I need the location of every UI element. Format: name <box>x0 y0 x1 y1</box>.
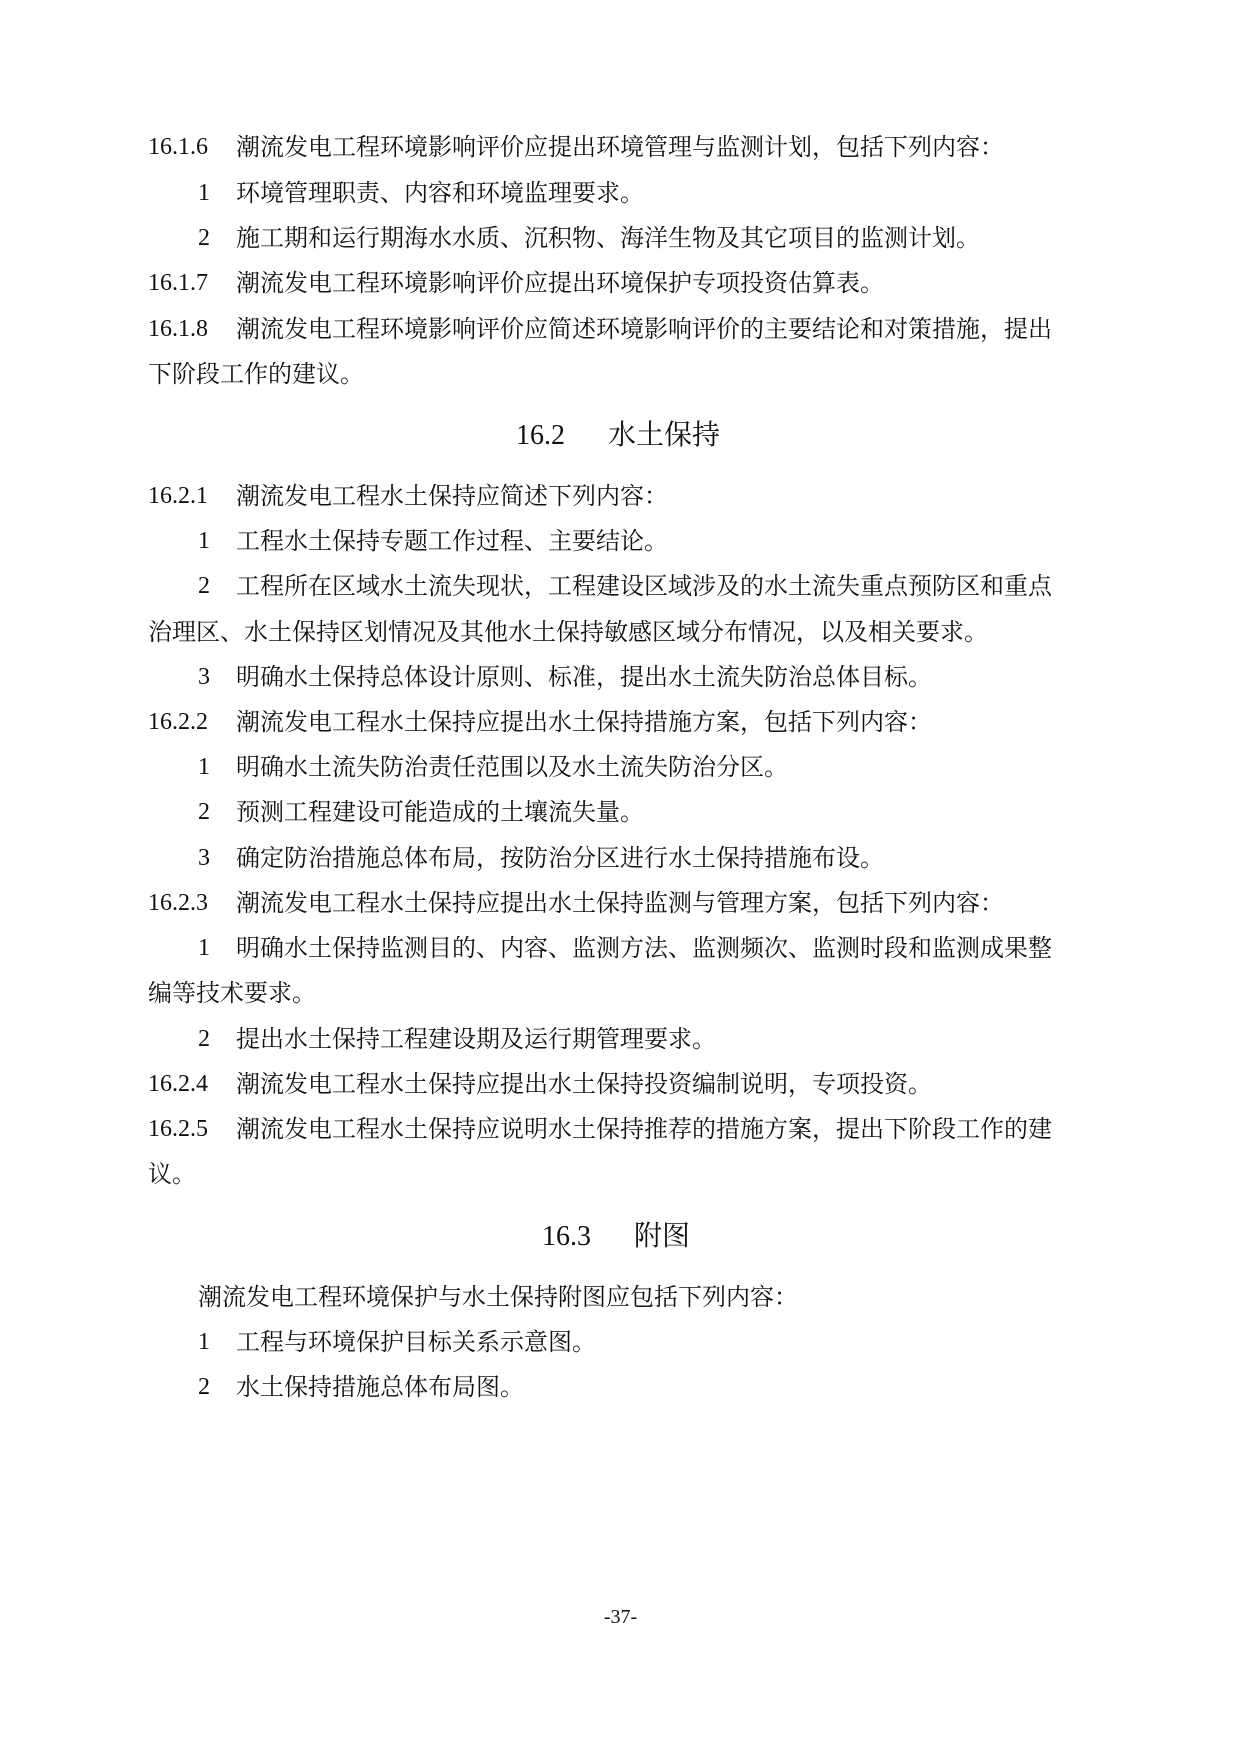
page-number: -37- <box>603 1606 638 1628</box>
item-text: 施工期和运行期海水水质、沉积物、海洋生物及其它项目的监测计划。 <box>236 224 980 252</box>
item-number: 2 <box>198 225 210 251</box>
clause-number: 16.1.6 <box>148 134 208 160</box>
item-number: 2 <box>198 573 210 599</box>
clause-number: 16.2.5 <box>148 1116 208 1142</box>
item-number: 2 <box>198 1026 210 1052</box>
clause-number: 16.2.3 <box>148 890 208 916</box>
item-text-continuation: 编等技术要求。 <box>148 979 316 1007</box>
section-heading-16-2 <box>516 417 720 454</box>
item-number: 1 <box>198 528 210 554</box>
item-number: 1 <box>198 935 210 961</box>
item-number: 1 <box>198 1329 210 1355</box>
section-number: 16.2 <box>516 420 565 451</box>
item-text: 明确水土保持总体设计原则、标准，提出水土流失防治总体目标。 <box>236 663 932 691</box>
section-title: 附图 <box>634 1219 691 1252</box>
clause-text: 潮流发电工程水土保持应提出水土保持投资编制说明，专项投资。 <box>236 1070 932 1098</box>
clause-number: 16.2.4 <box>148 1071 208 1097</box>
item-number: 3 <box>198 664 210 690</box>
item-text: 明确水土流失防治责任范围以及水土流失防治分区。 <box>236 753 788 781</box>
clause-text: 潮流发电工程环境影响评价应提出环境管理与监测计划，包括下列内容： <box>236 133 1004 161</box>
item-text: 明确水土保持监测目的、内容、监测方法、监测频次、监测时段和监测成果整 <box>236 934 1052 962</box>
section-title: 水土保持 <box>608 418 721 451</box>
clause-text: 潮流发电工程水土保持应提出水土保持措施方案，包括下列内容： <box>236 708 932 736</box>
item-text: 工程与环境保护目标关系示意图。 <box>236 1328 596 1356</box>
clause-text: 潮流发电工程水土保持应说明水土保持推荐的措施方案，提出下阶段工作的建 <box>236 1115 1052 1143</box>
item-text: 提出水土保持工程建设期及运行期管理要求。 <box>236 1025 716 1053</box>
clause-number: 16.2.2 <box>148 709 208 735</box>
item-text: 环境管理职责、内容和环境监理要求。 <box>236 179 644 207</box>
item-number: 2 <box>198 1374 210 1400</box>
section-number: 16.3 <box>542 1221 591 1252</box>
item-number: 2 <box>198 799 210 825</box>
section-heading-16-3 <box>542 1218 690 1255</box>
clause-number: 16.2.1 <box>148 483 208 509</box>
section-intro-text: 潮流发电工程环境保护与水土保持附图应包括下列内容： <box>198 1283 798 1311</box>
item-number: 3 <box>198 845 210 871</box>
clause-text: 潮流发电工程环境影响评价应提出环境保护专项投资估算表。 <box>236 269 884 297</box>
item-number: 1 <box>198 180 210 206</box>
item-text-continuation: 治理区、水土保持区划情况及其他水土保持敏感区域分布情况，以及相关要求。 <box>148 618 988 646</box>
clause-text-continuation: 下阶段工作的建议。 <box>148 360 364 388</box>
clause-number: 16.1.7 <box>148 270 208 296</box>
item-number: 1 <box>198 754 210 780</box>
clause-text-continuation: 议。 <box>148 1160 196 1188</box>
item-text: 工程水土保持专题工作过程、主要结论。 <box>236 527 668 555</box>
clause-text: 潮流发电工程环境影响评价应简述环境影响评价的主要结论和对策措施，提出 <box>236 315 1052 343</box>
item-text: 水土保持措施总体布局图。 <box>236 1373 524 1401</box>
item-text: 工程所在区域水土流失现状，工程建设区域涉及的水土流失重点预防区和重点 <box>236 572 1052 600</box>
clause-number: 16.1.8 <box>148 316 208 342</box>
clause-text: 潮流发电工程水土保持应简述下列内容： <box>236 482 668 510</box>
item-text: 预测工程建设可能造成的土壤流失量。 <box>236 798 644 826</box>
item-text: 确定防治措施总体布局，按防治分区进行水土保持措施布设。 <box>236 844 884 872</box>
clause-text: 潮流发电工程水土保持应提出水土保持监测与管理方案，包括下列内容： <box>236 889 1004 917</box>
